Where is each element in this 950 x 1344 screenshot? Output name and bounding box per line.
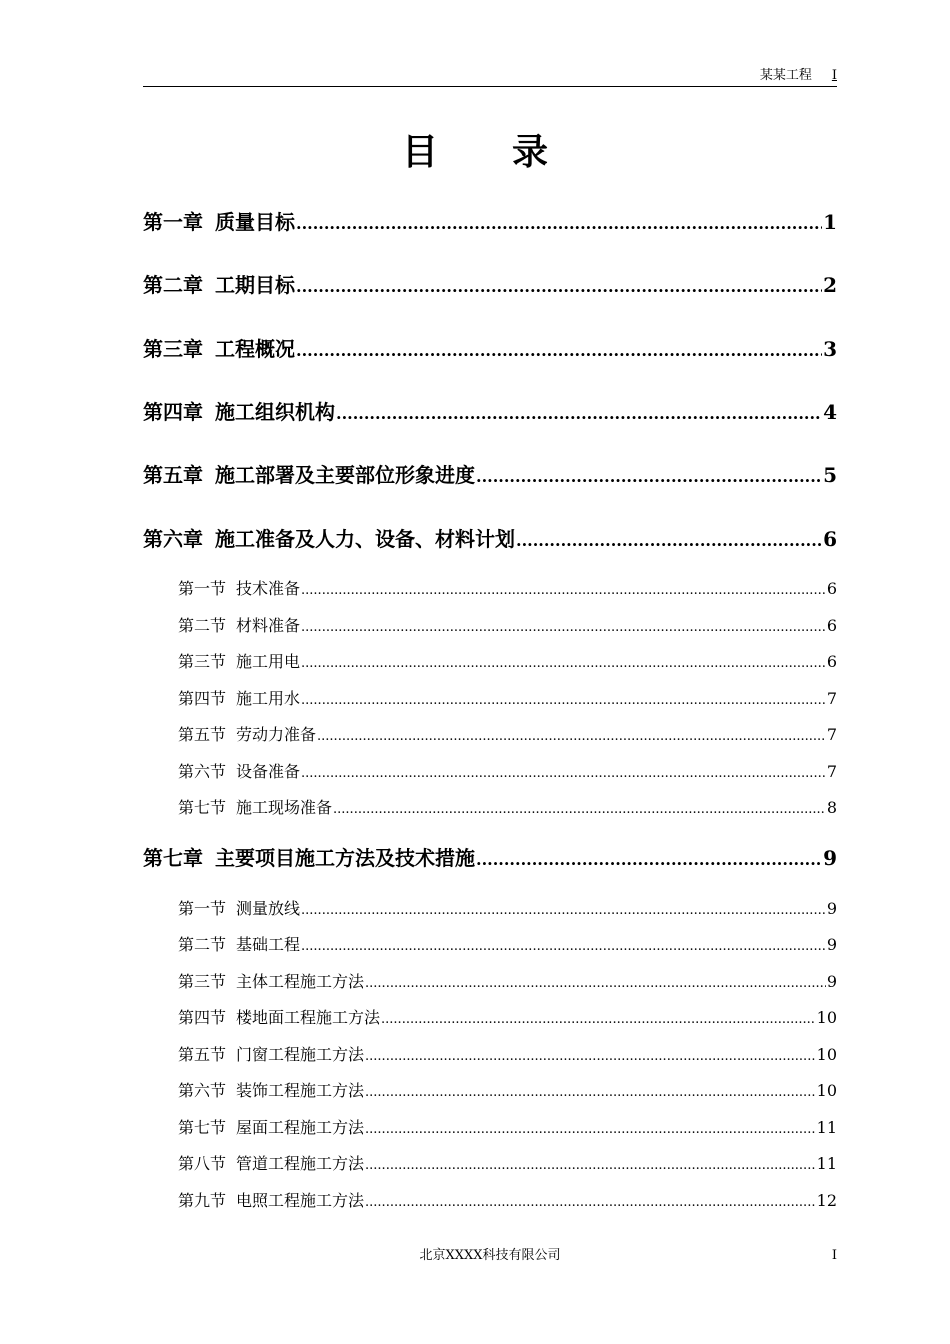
toc-entry-page: 9 xyxy=(823,846,837,870)
toc-entry[interactable] xyxy=(178,1152,837,1178)
page-footer xyxy=(143,1246,837,1266)
toc-entry-page: 2 xyxy=(823,273,837,297)
header-page-number: I xyxy=(831,68,837,83)
toc-entry-number: 第九节 xyxy=(178,1191,227,1210)
toc-entry-page: 11 xyxy=(816,1118,837,1137)
toc-entry-page: 6 xyxy=(823,527,837,551)
toc-entry[interactable] xyxy=(178,796,837,822)
toc-entry-title: 工程概况 xyxy=(215,337,295,361)
toc-entry-title: 电照工程施工方法 xyxy=(236,1191,365,1210)
toc-leader xyxy=(301,935,826,959)
toc-entry-number: 第三节 xyxy=(178,652,227,671)
toc-entry-number: 第一章 xyxy=(143,210,203,234)
toc-entry-page: 7 xyxy=(826,689,837,708)
toc-entry-page: 10 xyxy=(816,1081,837,1100)
toc-entry[interactable] xyxy=(178,723,837,749)
toc-entry[interactable] xyxy=(178,1079,837,1105)
toc-entry[interactable] xyxy=(143,271,837,301)
toc-leader xyxy=(317,725,826,749)
toc-entry-page: 9 xyxy=(826,935,837,954)
toc-entry-title: 主要项目施工方法及技术措施 xyxy=(215,846,475,870)
toc-entry-title: 测量放线 xyxy=(236,899,301,918)
toc-entry-title: 技术准备 xyxy=(236,579,301,598)
toc-entry-number: 第五章 xyxy=(143,463,203,487)
toc-entry-number: 第七章 xyxy=(143,846,203,870)
toc-entry[interactable] xyxy=(178,1116,837,1142)
toc-entry-number: 第三节 xyxy=(178,972,227,991)
toc-entry[interactable] xyxy=(178,760,837,786)
toc-leader xyxy=(296,210,822,238)
toc-leader xyxy=(301,899,826,923)
toc-entry[interactable] xyxy=(178,933,837,959)
toc-leader xyxy=(365,1191,816,1215)
toc-leader xyxy=(365,1045,816,1069)
header-rule xyxy=(143,86,837,87)
toc-leader xyxy=(301,762,826,786)
footer-page-number: I xyxy=(831,1248,837,1263)
toc-entry[interactable] xyxy=(178,1043,837,1069)
toc-leader xyxy=(296,337,822,365)
toc-entry[interactable] xyxy=(178,614,837,640)
toc-entry-number: 第八节 xyxy=(178,1154,227,1173)
toc-leader xyxy=(516,527,822,555)
toc-entry-number: 第六节 xyxy=(178,762,227,781)
toc-leader xyxy=(333,798,826,822)
toc-entry-title: 管道工程施工方法 xyxy=(236,1154,365,1173)
toc-entry-page: 9 xyxy=(826,972,837,991)
toc-leader xyxy=(476,463,822,491)
toc-entry-page: 9 xyxy=(826,899,837,918)
toc-entry-page: 6 xyxy=(826,652,837,671)
toc-leader xyxy=(476,846,822,874)
toc-entry-page: 11 xyxy=(816,1154,837,1173)
toc-entry-title: 楼地面工程施工方法 xyxy=(236,1008,381,1027)
toc-entry[interactable] xyxy=(178,650,837,676)
toc-entry-number: 第二节 xyxy=(178,616,227,635)
toc-entry-page: 5 xyxy=(823,463,837,487)
toc-entry-number: 第三章 xyxy=(143,337,203,361)
toc-entry[interactable] xyxy=(143,208,837,238)
toc-entry-number: 第四章 xyxy=(143,400,203,424)
toc-entry[interactable] xyxy=(143,844,837,874)
toc-entry[interactable] xyxy=(143,461,837,491)
toc-entry-title: 工期目标 xyxy=(215,273,295,297)
toc-entry[interactable] xyxy=(143,335,837,365)
toc-entry-number: 第一节 xyxy=(178,579,227,598)
toc-entry[interactable] xyxy=(178,1006,837,1032)
toc-entry-number: 第一节 xyxy=(178,899,227,918)
toc-entry[interactable] xyxy=(178,897,837,923)
toc-leader xyxy=(365,972,826,996)
toc-entry-title: 施工部署及主要部位形象进度 xyxy=(215,463,475,487)
toc-entry-number: 第六节 xyxy=(178,1081,227,1100)
toc-entry[interactable] xyxy=(178,687,837,713)
toc-entry-number: 第七节 xyxy=(178,798,227,817)
toc-entry-title: 基础工程 xyxy=(236,935,301,954)
toc-entry-page: 1 xyxy=(823,210,837,234)
toc-entry-title: 劳动力准备 xyxy=(236,725,317,744)
toc-entry[interactable] xyxy=(143,525,837,555)
toc-entry-number: 第五节 xyxy=(178,725,227,744)
toc-leader xyxy=(301,616,826,640)
toc-leader xyxy=(301,652,826,676)
toc-entry-page: 7 xyxy=(826,725,837,744)
toc-title: 目录 xyxy=(401,132,622,173)
toc-entry-number: 第五节 xyxy=(178,1045,227,1064)
footer-company: 北京XXXX科技有限公司 xyxy=(419,1248,561,1263)
toc-entry-title: 屋面工程施工方法 xyxy=(236,1118,365,1137)
toc-entry-title: 门窗工程施工方法 xyxy=(236,1045,365,1064)
toc-entry-title: 质量目标 xyxy=(215,210,295,234)
toc-entry-title: 施工组织机构 xyxy=(215,400,335,424)
toc-leader xyxy=(381,1008,816,1032)
toc-leader xyxy=(365,1154,816,1178)
toc-entry[interactable] xyxy=(178,970,837,996)
toc-entry-number: 第四节 xyxy=(178,1008,227,1027)
toc-entry-page: 7 xyxy=(826,762,837,781)
toc-entry-page: 6 xyxy=(826,616,837,635)
page-header xyxy=(143,66,837,86)
toc-leader xyxy=(301,579,826,603)
toc-entry-title: 设备准备 xyxy=(236,762,301,781)
toc-entry-number: 第二章 xyxy=(143,273,203,297)
toc-entry-page: 10 xyxy=(816,1045,837,1064)
toc-entry-page: 4 xyxy=(823,400,837,424)
toc-entry-title: 施工用电 xyxy=(236,652,301,671)
header-title: 某某工程 xyxy=(759,68,812,83)
toc-entry-title: 施工用水 xyxy=(236,689,301,708)
toc-entry-page: 8 xyxy=(826,798,837,817)
toc-entry-title: 主体工程施工方法 xyxy=(236,972,365,991)
toc-entry[interactable] xyxy=(178,1189,837,1215)
toc-entry-number: 第六章 xyxy=(143,527,203,551)
toc-entry-title: 材料准备 xyxy=(236,616,301,635)
toc-leader xyxy=(365,1081,816,1105)
toc-entry-page: 10 xyxy=(816,1008,837,1027)
toc-entry-page: 12 xyxy=(816,1191,837,1210)
toc-entry-page: 3 xyxy=(823,337,837,361)
toc-entry-title: 施工现场准备 xyxy=(236,798,333,817)
toc-entry-number: 第二节 xyxy=(178,935,227,954)
toc-leader xyxy=(336,400,822,428)
toc-entry-page: 6 xyxy=(826,579,837,598)
toc-entry-number: 第七节 xyxy=(178,1118,227,1137)
toc-leader xyxy=(296,273,822,301)
toc-entry[interactable] xyxy=(143,398,837,428)
toc-entry[interactable] xyxy=(178,577,837,603)
toc-leader xyxy=(301,689,826,713)
toc-entry-title: 装饰工程施工方法 xyxy=(236,1081,365,1100)
toc-leader xyxy=(365,1118,816,1142)
toc-entry-number: 第四节 xyxy=(178,689,227,708)
toc-entry-title: 施工准备及人力、设备、材料计划 xyxy=(215,527,515,551)
